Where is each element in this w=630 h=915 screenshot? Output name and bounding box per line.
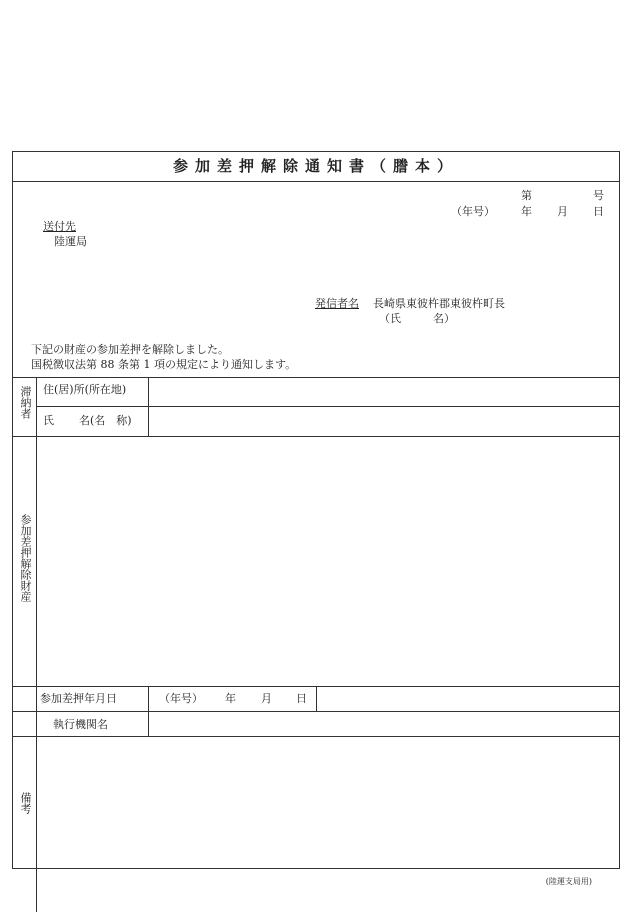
doc-number-suffix: 号 (593, 189, 604, 202)
date-row-label: 参加差押年月日 (40, 692, 117, 705)
taxpayer-address-label: 住(居)所(所在地) (43, 383, 127, 396)
sender-name: 長崎県東彼杵郡東彼杵町長 (373, 297, 505, 310)
remarks-section-label: 備考 (19, 792, 32, 814)
doc-month-label: 月 (557, 205, 568, 218)
divider-date-value (316, 686, 317, 711)
date-row-year: 年 (225, 692, 236, 705)
sender-label: 発信者名 (315, 297, 359, 310)
form-title: 参加差押解除通知書（謄本） (172, 157, 459, 175)
date-row-day: 日 (296, 692, 307, 705)
doc-number-prefix: 第 (521, 189, 532, 202)
doc-year-label: 年 (521, 205, 532, 218)
remarks-content[interactable] (45, 744, 610, 860)
divider-date (13, 711, 619, 712)
footer-note: (陸運支局用) (545, 877, 592, 886)
date-row-month: 月 (261, 692, 272, 705)
sender-sub-close: 名） (433, 312, 455, 325)
date-row-era: （年号） (159, 692, 203, 705)
recipient-name: 陸運局 (54, 235, 87, 248)
divider-taxpayer-row (36, 406, 619, 407)
notice-form (12, 151, 620, 869)
property-section-label: 参加差押解除財産 (19, 514, 32, 602)
divider-title (13, 181, 619, 182)
divider-agency (13, 736, 619, 737)
doc-era-label: （年号） (451, 205, 495, 218)
sender-sub-open: （氏 (379, 312, 401, 325)
taxpayer-section-label: 滞納者 (19, 386, 32, 419)
taxpayer-name-label-left: 氏 (43, 414, 54, 427)
recipient-heading: 送付先 (43, 220, 76, 233)
property-content[interactable] (45, 444, 610, 680)
taxpayer-name-label-right: 名(名 称) (79, 414, 132, 427)
doc-day-label: 日 (593, 205, 604, 218)
agency-row-label: 執行機関名 (53, 718, 108, 731)
notice-line-1: 下記の財産の参加差押を解除しました。 (31, 343, 229, 356)
divider-remarks-column (36, 736, 37, 868)
divider-taxpayer (13, 436, 619, 437)
divider-header (13, 377, 619, 378)
notice-line-2: 国税徴収法第 88 条第 1 項の規定により通知します。 (31, 358, 297, 371)
